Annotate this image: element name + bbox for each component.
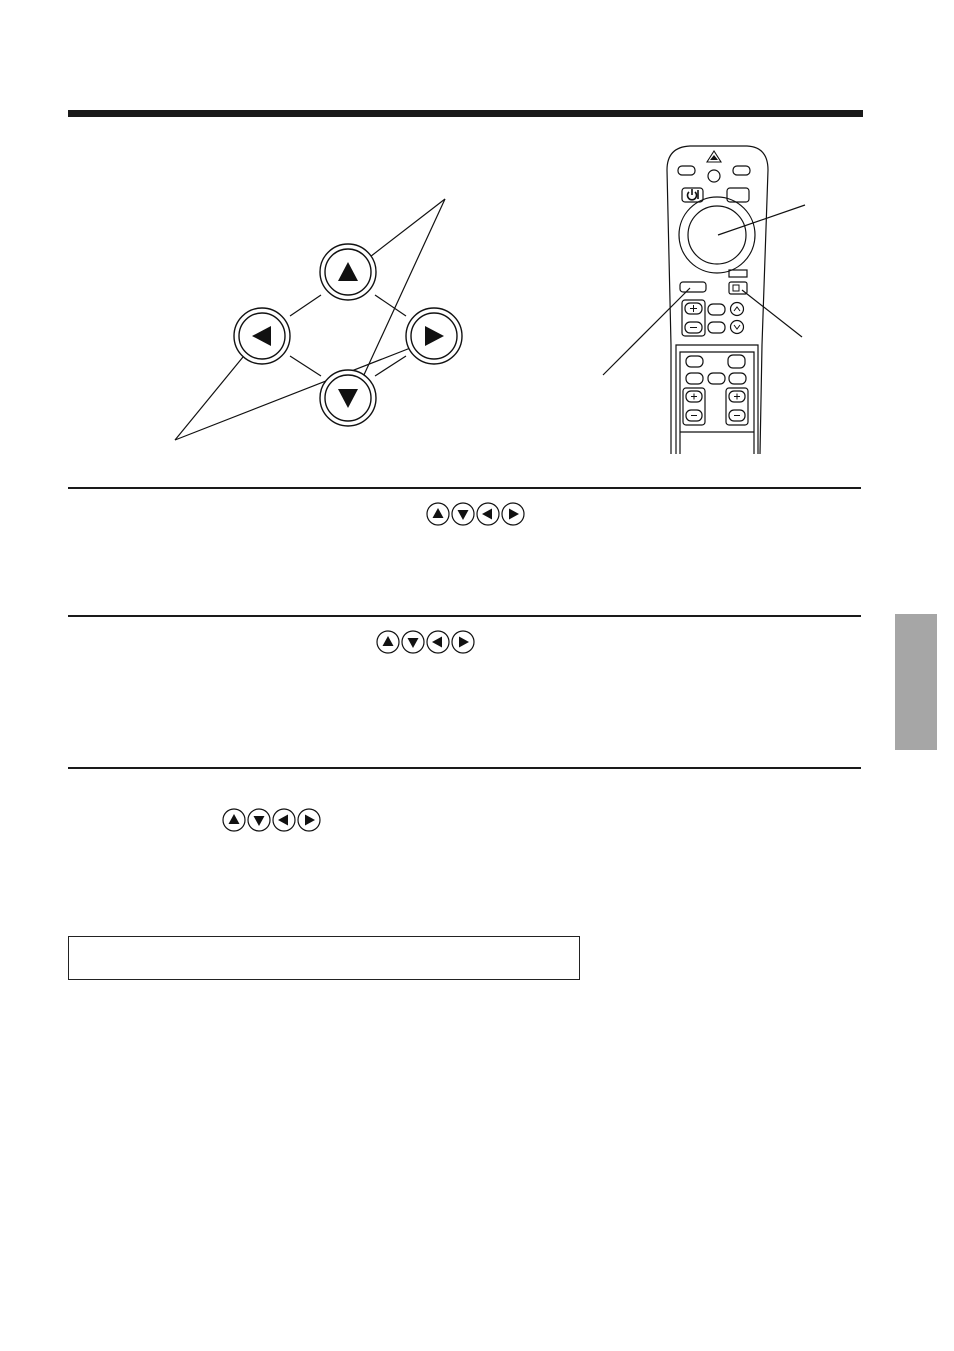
header-rule: [68, 110, 863, 117]
up-arrow-icon: [426, 502, 450, 526]
right-arrow-icon: [501, 502, 525, 526]
section-3-arrow-keys: [222, 808, 321, 832]
left-button[interactable]: [234, 308, 290, 364]
callout-lines: [175, 199, 445, 440]
up-arrow-icon: [376, 630, 400, 654]
left-arrow-icon: [272, 808, 296, 832]
down-arrow-icon: [401, 630, 425, 654]
cursor-pad-diagram: [160, 185, 480, 450]
down-button[interactable]: [320, 370, 376, 426]
down-arrow-icon: [451, 502, 475, 526]
section-1-rule: [68, 487, 861, 489]
section-2-arrow-keys: [376, 630, 475, 654]
pad-connector-lines: [290, 295, 406, 376]
section-1-arrow-keys: [426, 502, 525, 526]
right-arrow-icon: [451, 630, 475, 654]
up-arrow-icon: [222, 808, 246, 832]
left-arrow-icon: [426, 630, 450, 654]
side-thumb-tab: [895, 614, 937, 750]
section-2-rule: [68, 615, 861, 617]
section-3-rule: [68, 767, 861, 769]
up-button[interactable]: [320, 244, 376, 300]
right-arrow-icon: [297, 808, 321, 832]
right-button[interactable]: [406, 308, 462, 364]
left-arrow-icon: [476, 502, 500, 526]
remote-control-illustration: [595, 140, 815, 455]
down-arrow-icon: [247, 808, 271, 832]
note-box: [68, 936, 580, 980]
